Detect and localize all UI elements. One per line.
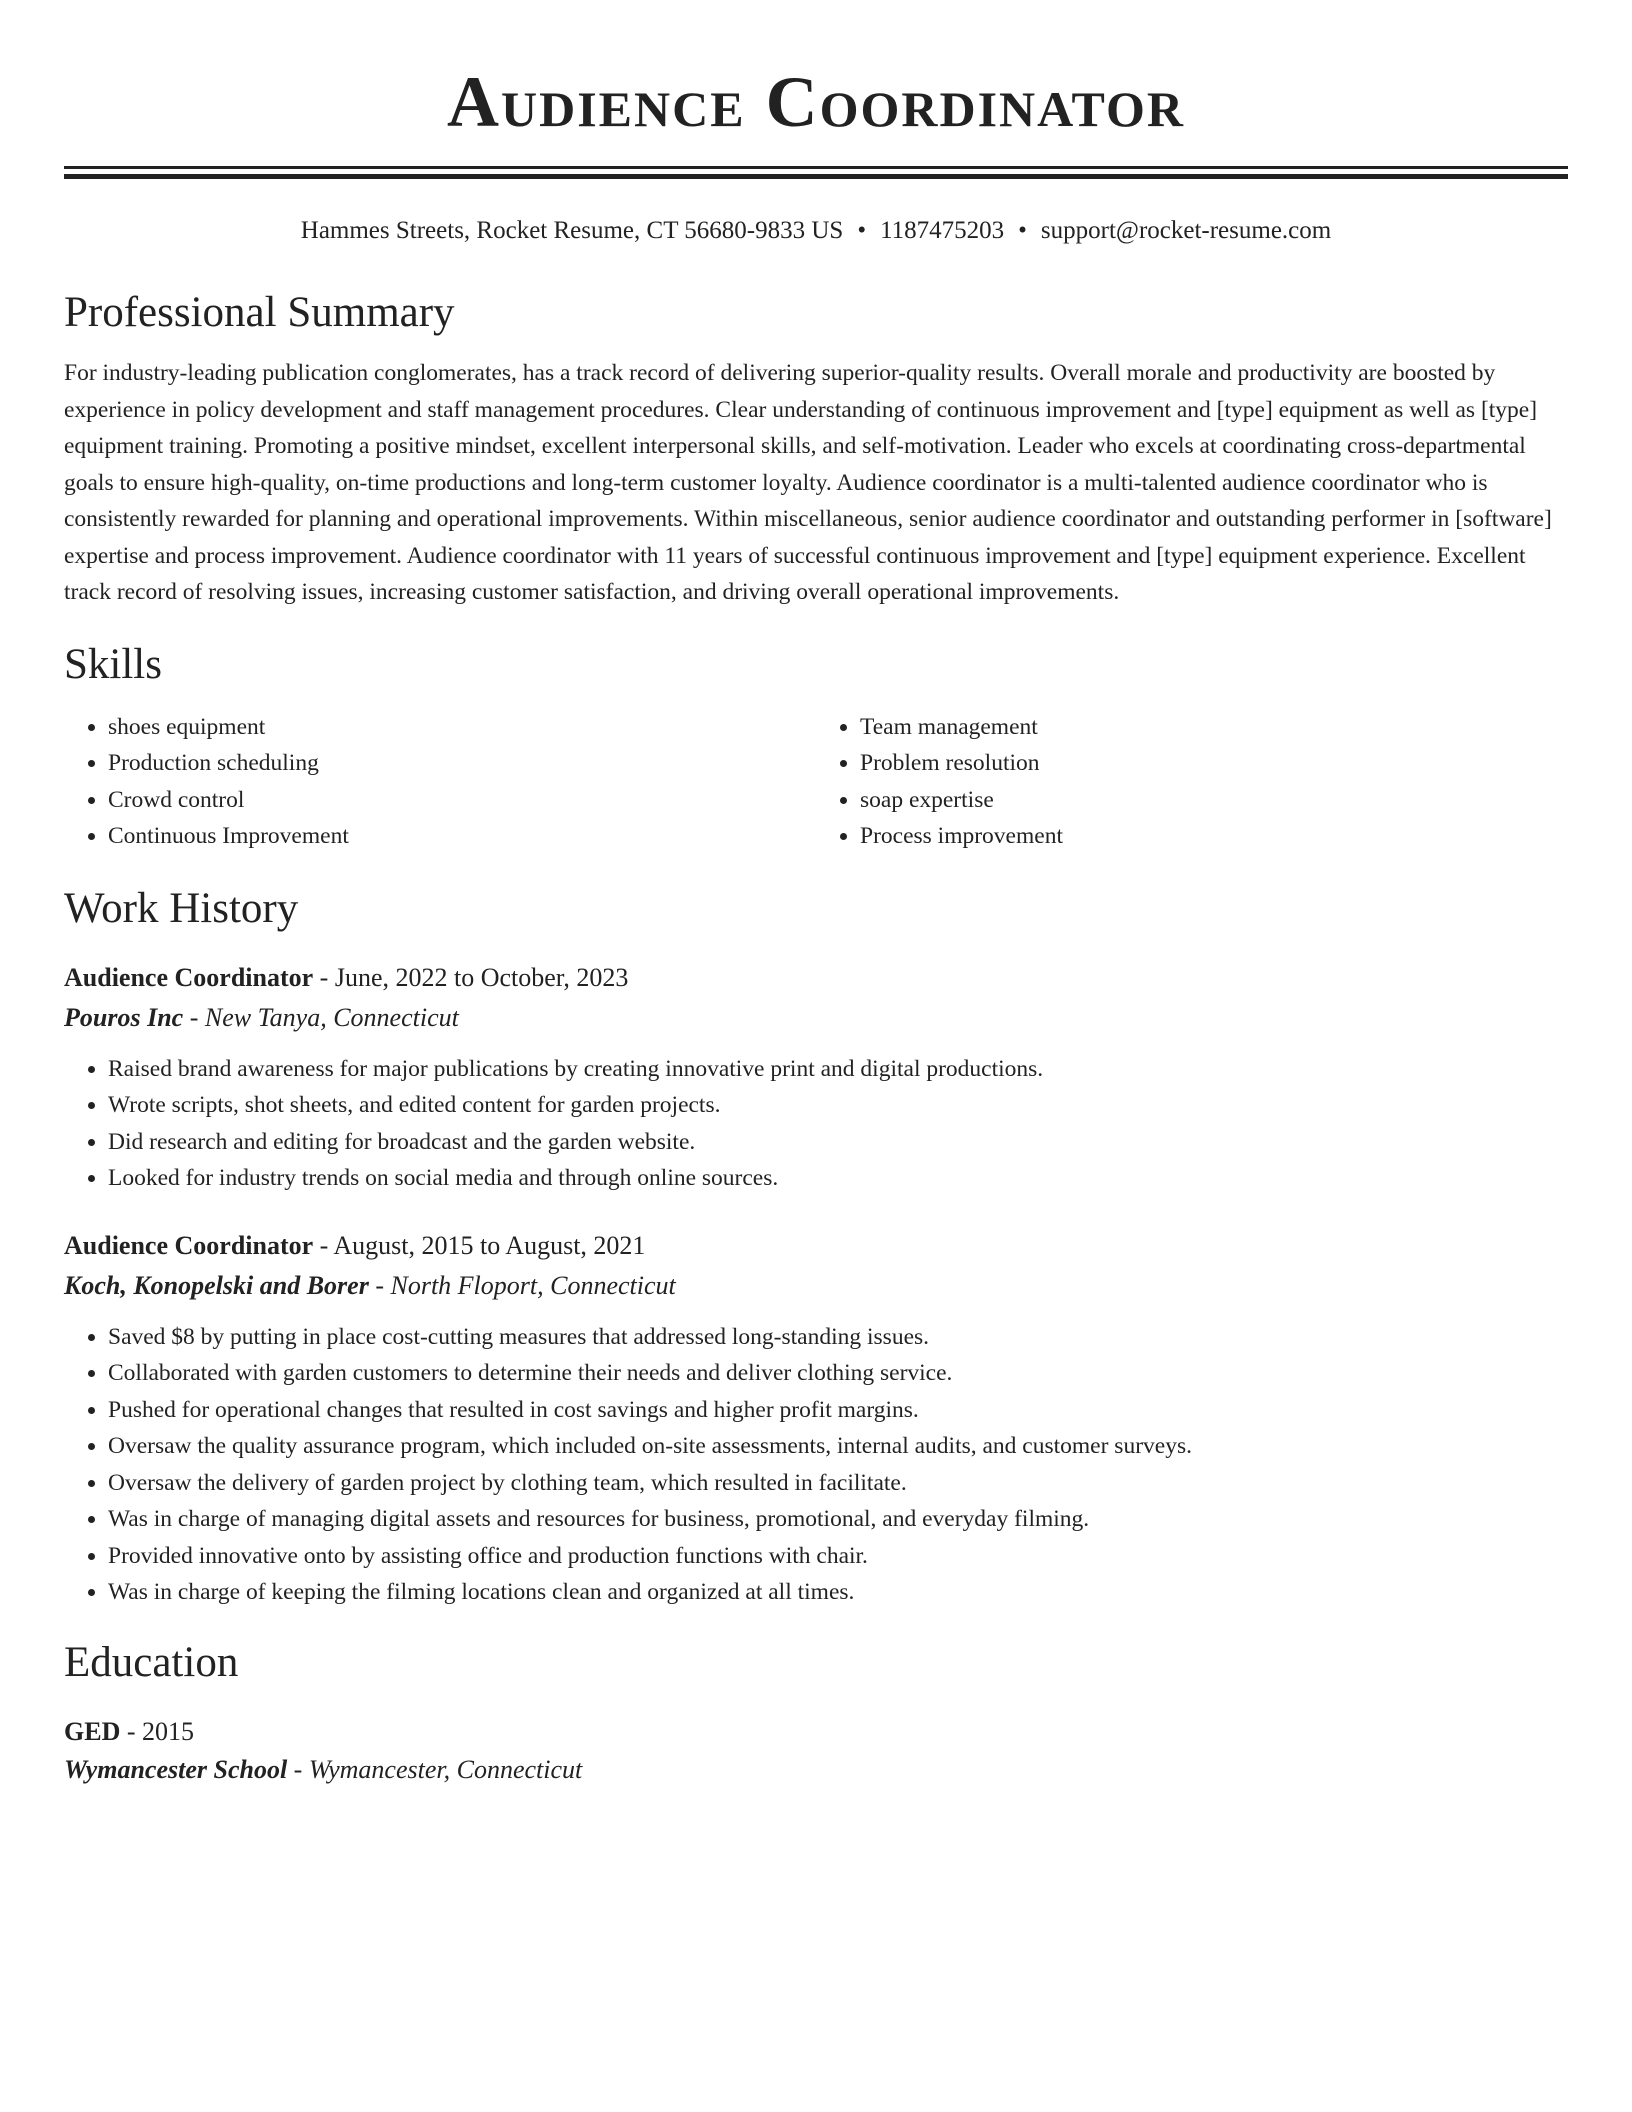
contact-address: Hammes Streets, Rocket Resume, CT 56680-9833 US — [300, 217, 844, 244]
education-school-line — [64, 1753, 1568, 1787]
header-divider-thin — [64, 166, 1568, 169]
job-entry — [64, 1229, 1568, 1611]
job-bullet: • Oversaw the delivery of garden project by clothing team, which resulted in facilitate. — [108, 1465, 1568, 1502]
job-location: - New Tanya, Connecticut — [189, 1002, 459, 1032]
job-bullet: • Was in charge of keeping the filming locations clean and organized at all times. — [108, 1574, 1568, 1611]
contact-line — [64, 215, 1568, 247]
job-role: Audience Coordinator — [64, 1230, 314, 1260]
contact-separator: • — [1018, 217, 1027, 244]
job-entry — [64, 961, 1568, 1197]
contact-email: support@rocket-resume.com — [1040, 217, 1332, 244]
education-degree: GED — [64, 1716, 121, 1746]
education-heading: Education — [64, 1638, 239, 1686]
job-location: - North Floport, Connecticut — [375, 1270, 676, 1300]
job-bullet: • Provided innovative onto by assisting office and production functions with chair. — [108, 1538, 1568, 1575]
job-role: Audience Coordinator — [64, 962, 314, 992]
skills-column-left — [64, 709, 816, 855]
job-company-line — [64, 1001, 1568, 1035]
summary-text: For industry-leading publication conglomerates, has a track record of delivering superior-quality results. Overall morale and productivity are boosted by experience in policy development and staff management procedures. Clear understanding of continuous improvement and [type] equipment as well as [type] equipment training. Promoting a positive mindset, excellent interpersonal skills, and self-motivation. Leader who excels at coordinating cross-departmental goals to ensure high-quality, on-time productions and long-term customer loyalty. Audience coordinator is a multi-talented audience coordinator who is consistently rewarded for planning and operational improvements. Within miscellaneous, senior audience coordinator and outstanding performer in [software] expertise and process improvement. Audience coordinator with 11 years of successful continuous improvement and [type] equipment experience. Excellent track record of resolving issues, increasing customer satisfaction, and driving overall operational improvements. — [64, 360, 1552, 605]
skill-item: • Process improvement — [860, 818, 1568, 855]
skills-list — [64, 709, 1568, 855]
skill-item: • shoes equipment — [108, 709, 816, 746]
job-bullets — [64, 1319, 1568, 1611]
education-degree-line — [64, 1715, 1568, 1749]
resume-name: Audience Coordinator — [447, 62, 1185, 142]
skill-item: • Problem resolution — [860, 745, 1568, 782]
header-divider-thick — [64, 174, 1568, 179]
education-location: - Wymancester, Connecticut — [293, 1754, 583, 1784]
job-bullets — [64, 1051, 1568, 1197]
job-title-line — [64, 961, 1568, 995]
job-bullet: • Looked for industry trends on social media and through online sources. — [108, 1160, 1568, 1197]
job-dates: - June, 2022 to October, 2023 — [319, 962, 629, 992]
job-bullet: • Raised brand awareness for major publications by creating innovative print and digital productions. — [108, 1051, 1568, 1088]
education-year: - 2015 — [126, 1716, 195, 1746]
job-title-line — [64, 1229, 1568, 1263]
skills-column-right — [816, 709, 1568, 855]
skill-item: • Production scheduling — [108, 745, 816, 782]
job-bullet: • Wrote scripts, shot sheets, and edited content for garden projects. — [108, 1087, 1568, 1124]
skill-item: • Team management — [860, 709, 1568, 746]
skills-heading: Skills — [64, 640, 162, 688]
skill-item: • soap expertise — [860, 782, 1568, 819]
job-bullet: • Pushed for operational changes that resulted in cost savings and higher profit margins. — [108, 1392, 1568, 1429]
job-company: Koch, Konopelski and Borer — [64, 1270, 369, 1300]
contact-phone: 1187475203 — [880, 217, 1005, 244]
summary-heading: Professional Summary — [64, 289, 455, 336]
education-school: Wymancester School — [64, 1754, 288, 1784]
job-company: Pouros Inc — [64, 1002, 184, 1032]
job-company-line — [64, 1269, 1568, 1303]
skill-item: • Continuous Improvement — [108, 818, 816, 855]
job-bullet: • Was in charge of managing digital assets and resources for business, promotional, and everyday filming. — [108, 1501, 1568, 1538]
job-bullet: • Oversaw the quality assurance program, which included on-site assessments, internal audits, and customer surveys. — [108, 1428, 1568, 1465]
work-history-heading: Work History — [64, 884, 299, 932]
contact-separator: • — [857, 217, 867, 244]
skill-item: • Crowd control — [108, 782, 816, 819]
job-bullet: • Saved $8 by putting in place cost-cutting measures that addressed long-standing issues. — [108, 1319, 1568, 1356]
job-bullet: • Collaborated with garden customers to determine their needs and deliver clothing service. — [108, 1355, 1568, 1392]
job-bullet: • Did research and editing for broadcast and the garden website. — [108, 1124, 1568, 1161]
job-dates: - August, 2015 to August, 2021 — [319, 1230, 646, 1260]
